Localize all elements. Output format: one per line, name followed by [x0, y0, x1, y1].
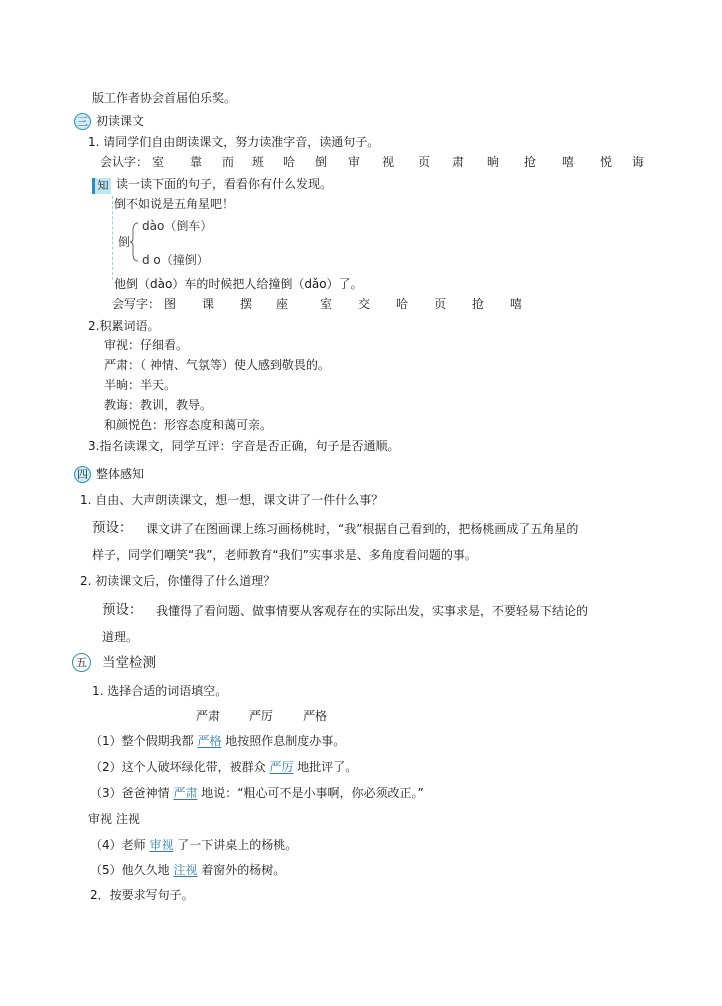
tip-badge: 知: [92, 178, 111, 194]
polyphone-char: 倒: [118, 235, 131, 249]
fill-suffix: 地说：“粗心可不是小事啊，你必须改正。”: [197, 786, 424, 800]
vocab-entry: 半晌：半天。: [104, 378, 177, 392]
fill-suffix: 着窗外的杨树。: [197, 863, 286, 877]
example-sentence-1: 倒不如说是五角星吧！: [114, 197, 235, 211]
fill-answer: 严肃: [173, 786, 198, 800]
recognize-char: 嘻: [562, 155, 575, 169]
vocab-entry: 教诲：教训，教导。: [104, 398, 213, 412]
write-char: 哈: [396, 297, 409, 311]
reading-2: d o（撞倒）: [142, 253, 209, 267]
fill-item-5: [90, 862, 285, 878]
recognize-char: 倒: [315, 155, 328, 169]
section-3-title: 初读课文: [96, 114, 145, 128]
word-pair: 审视 注视: [88, 812, 140, 826]
write-char: 室: [320, 297, 333, 311]
fill-prefix: （5）他久久地: [90, 863, 174, 877]
word-option: 严肃: [196, 709, 221, 723]
word-option: 严厉: [249, 709, 274, 723]
s4-answer-2-line-2: 道理。: [102, 630, 139, 644]
fill-answer: 审视: [149, 838, 174, 852]
s4-answer-2-line-1: 我懂得了看问题、做事情要从客观存在的实际出发，实事求是，不要轻易下结论的: [156, 604, 589, 618]
write-char: 交: [358, 297, 371, 311]
recognize-char: 审: [348, 155, 361, 169]
recognize-char: 晌: [487, 155, 500, 169]
vocab-entry: 审视：仔细看。: [104, 338, 189, 352]
write-char: 抢: [472, 297, 485, 311]
fill-answer: 严厉: [269, 760, 294, 774]
s5-question-1: 1. 选择合适的词语填空。: [92, 684, 228, 698]
recognize-char: 哈: [283, 155, 296, 169]
recognize-char: 页: [418, 155, 431, 169]
s3-item-2: 2.积累词语。: [88, 319, 160, 333]
fill-item-3: [90, 785, 424, 801]
recognize-char: 班: [252, 155, 265, 169]
write-char: 页: [434, 297, 447, 311]
fill-prefix: （4）老师: [90, 838, 150, 852]
write-char: 图: [164, 297, 177, 311]
recognize-char: 而: [222, 155, 235, 169]
intro-tail: 版工作者协会首届伯乐奖。: [92, 91, 237, 105]
reading-1: dào（倒车）: [142, 219, 213, 233]
recognize-char: 肃: [452, 155, 465, 169]
fill-suffix: 地批评了。: [293, 760, 358, 774]
vocab-entry: 和颜悦色：形容态度和蔼可亲。: [104, 418, 273, 432]
s5-question-2: 2．按要求写句子。: [90, 888, 194, 902]
vocab-entry: 严肃：（ 神情、气氛等）使人感到敬畏的。: [104, 358, 330, 372]
s4-question-2: 2. 初读课文后，你懂得了什么道理？: [80, 574, 276, 588]
recognize-char: 视: [382, 155, 395, 169]
word-option: 严格: [303, 709, 328, 723]
write-char: 摆: [240, 297, 253, 311]
fill-item-2: [90, 759, 357, 775]
s4-answer-1-label: 预设：: [92, 520, 133, 536]
section-5-badge: 五: [72, 653, 91, 672]
brace-icon: [130, 222, 138, 262]
section-3-badge: 三: [74, 113, 91, 130]
s4-answer-2-label: 预设：: [102, 602, 143, 618]
write-label: 会写字：: [112, 297, 161, 311]
tip-text: 读一读下面的句子，看看你有什么发现。: [116, 177, 333, 191]
tip-divider: [112, 196, 113, 280]
s4-answer-1-line-1: 课文讲了在图画课上练习画杨桃时，“我”根据自己看到的，把杨桃画成了五角星的: [146, 522, 579, 536]
recognize-char: 室: [152, 155, 165, 169]
recognize-char: 诲: [632, 155, 645, 169]
word-options: [196, 708, 336, 724]
section-4-title: 整体感知: [96, 467, 145, 481]
s3-item-3: 3.指名读课文，同学互评：字音是否正确，句子是否通顺。: [88, 439, 400, 453]
write-char: 课: [202, 297, 215, 311]
recognize-label: 会认字：: [100, 155, 149, 169]
fill-answer: 注视: [173, 863, 198, 877]
recognize-char: 抢: [524, 155, 537, 169]
recognize-char: 悦: [600, 155, 613, 169]
s4-answer-1-line-2: 样子，同学们嘲笑“我”，老师教育“我们”实事求是、多角度看问题的事。: [92, 548, 477, 562]
fill-prefix: （2）这个人破坏绿化带，被群众: [90, 760, 270, 774]
write-char: 座: [276, 297, 289, 311]
fill-suffix: 地按照作息制度办事。: [221, 734, 346, 748]
fill-prefix: （3）爸爸神情: [90, 786, 174, 800]
fill-item-1: [90, 733, 345, 749]
section-4-badge: 四: [74, 466, 91, 483]
example-sentence-2: 他倒（dào）车的时候把人给撞倒（dǎo）了。: [114, 277, 363, 291]
s3-item-1: 1. 请同学们自由朗读课文，努力读准字音，读通句子。: [88, 135, 380, 149]
section-5-title: 当堂检测: [102, 655, 156, 671]
fill-prefix: （1）整个假期我都: [90, 734, 198, 748]
fill-suffix: 了一下讲桌上的杨桃。: [173, 838, 298, 852]
fill-answer: 严格: [197, 734, 222, 748]
write-char: 嘻: [510, 297, 523, 311]
recognize-char: 靠: [190, 155, 203, 169]
write-chars-row: [112, 296, 532, 312]
recognize-chars-row: [100, 154, 660, 170]
s4-question-1: 1. 自由、大声朗读课文，想一想，课文讲了一件什么事？: [80, 493, 384, 507]
fill-item-4: [90, 837, 297, 853]
